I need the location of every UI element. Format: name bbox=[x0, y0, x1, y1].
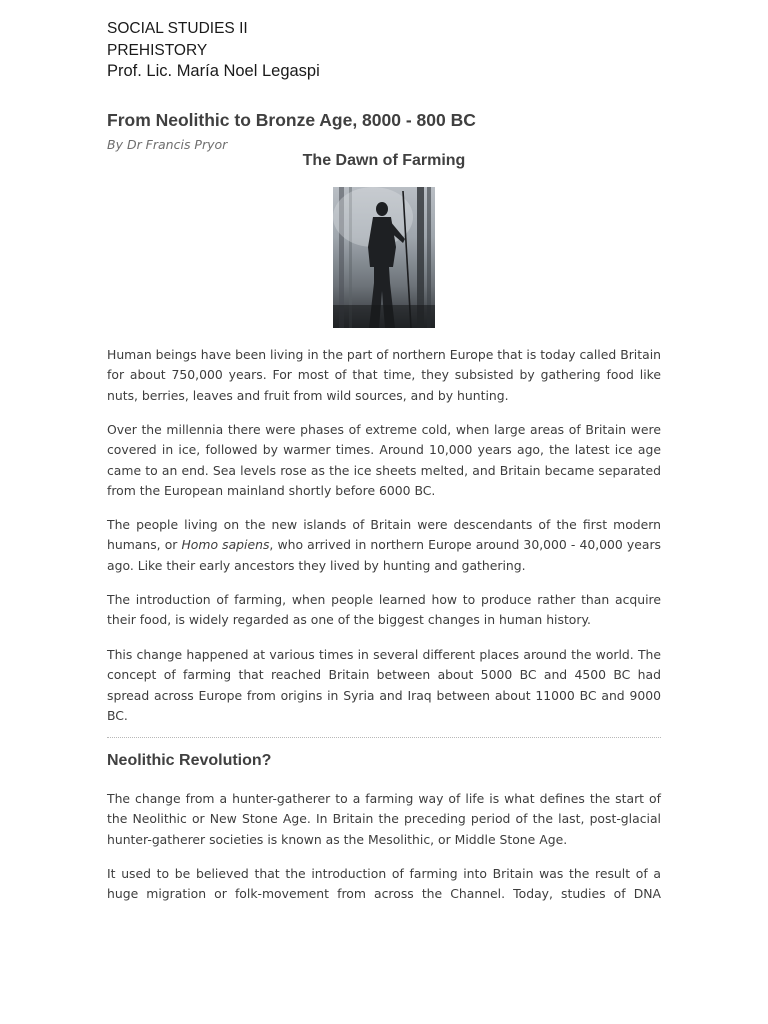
course-topic: PREHISTORY bbox=[107, 41, 208, 59]
article-byline: By Dr Francis Pryor bbox=[107, 137, 228, 152]
article-subtitle: The Dawn of Farming bbox=[302, 152, 466, 169]
paragraph-5: This change happened at various times in several different places around the world. The concept of farming that reached Britain between about 5000 BC and 4500 BC had spread across Europe from origins in Syria and Iraq between about 11000 BC and 9000 BC. bbox=[107, 647, 661, 723]
paragraph-1: Human beings have been living in the part of northern Europe that is today called Britain for about 750,000 years. For most of that time, they subsisted by gathering food like nuts, berries, leaves and fruit from wild sources, and by hunting. bbox=[107, 347, 661, 403]
paragraph-4: The introduction of farming, when people learned how to produce rather than acquire their food, is widely regarded as one of the biggest changes in human history. bbox=[107, 592, 661, 628]
paragraph-6: The change from a hunter-gatherer to a farming way of life is what defines the start of the Neolithic or New Stone Age. In Britain the preceding period of the last, post-glacial hunter-gatherer societies is known as the Mesolithic, or Middle Stone Age. bbox=[107, 791, 661, 847]
hunter-silhouette-illustration bbox=[333, 187, 435, 328]
course-header bbox=[107, 18, 320, 83]
paragraph-3 bbox=[107, 515, 661, 576]
paragraph-2: Over the millennia there were phases of extreme cold, when large areas of Britain were covered in ice, followed by warmer times. Around 10,000 years ago, the latest ice age came to an end. Sea levels rose as the ice sheets melted, and Britain became separated from the European mainland shortly before 6000 BC. bbox=[107, 422, 661, 498]
species-name: Homo sapiens bbox=[181, 537, 270, 553]
hunter-silhouette-image bbox=[333, 187, 435, 328]
article-title: From Neolithic to Bronze Age, 8000 - 800 BC bbox=[107, 110, 476, 130]
section-heading: Neolithic Revolution? bbox=[107, 752, 272, 769]
paragraph-7: It used to be believed that the introduction of farming into Britain was the result of a huge migration or folk-movement from across the Channel. Today, studies of DNA bbox=[107, 866, 661, 902]
paragraph-3-start: The people living on the new islands of Britain were descendants of the first modern humans, or bbox=[107, 517, 661, 553]
paragraph-3-end: , who arrived in northern Europe around 30,000 - 40,000 years ago. Like their early ancestors they lived by hunting and gathering. bbox=[107, 537, 661, 573]
course-name: SOCIAL STUDIES II bbox=[107, 20, 248, 37]
professor-name: Prof. Lic. María Noel Legaspi bbox=[107, 62, 320, 80]
section-divider bbox=[107, 737, 661, 738]
